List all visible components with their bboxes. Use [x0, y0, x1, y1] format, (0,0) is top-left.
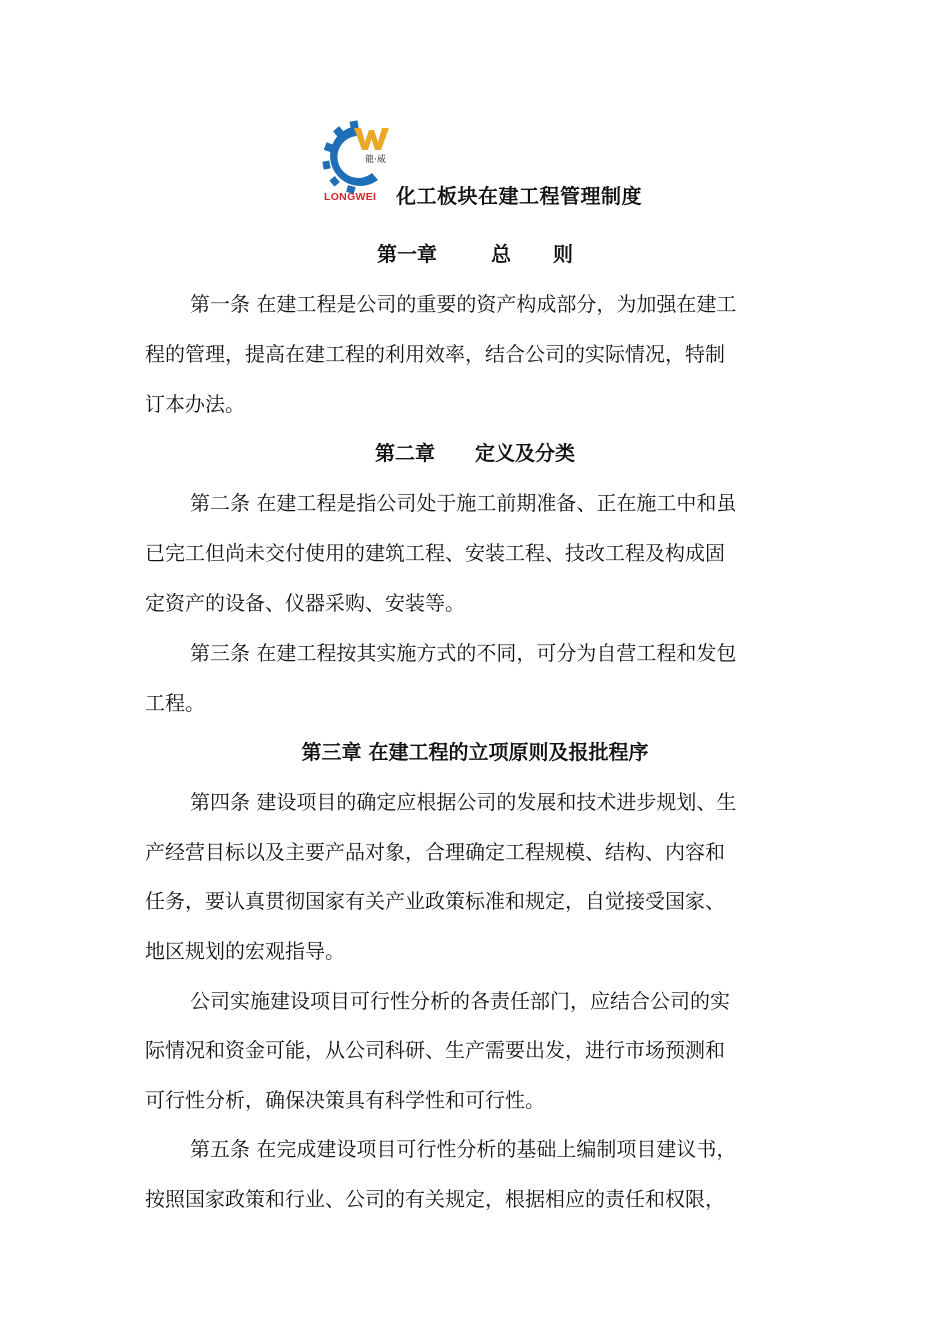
text-line: 地区规划的宏观指导。: [145, 939, 345, 963]
text-line: 第三条 在建工程按其实施方式的不同，可分为自营工程和发包: [190, 641, 737, 665]
text-line: 定资产的设备、仪器采购、安装等。: [145, 591, 465, 615]
text-line: 订本办法。: [145, 392, 245, 416]
text-line: 第五条 在完成建设项目可行性分析的基础上编制项目建议书，: [190, 1137, 737, 1161]
chapter-1-name-b: 则: [553, 242, 573, 266]
text-line: 已完工但尚未交付使用的建筑工程、安装工程、技改工程及构成固: [145, 541, 725, 565]
text-line: 第一条 在建工程是公司的重要的资产构成部分，为加强在建工: [190, 292, 737, 316]
text-line: 按照国家政策和行业、公司的有关规定，根据相应的责任和权限，: [145, 1187, 725, 1211]
chapter-1-name-a: 总: [491, 242, 511, 266]
w-letter-icon: [354, 128, 389, 150]
text-line: 工程。: [145, 691, 205, 715]
text-line: 公司实施建设项目可行性分析的各责任部门，应结合公司的实: [190, 989, 730, 1013]
chapter-3-heading: 第三章 在建工程的立项原则及报批程序: [301, 740, 649, 764]
chapter-2-name: 定义及分类: [475, 441, 575, 465]
text-line: 际情况和资金可能，从公司科研、生产需要出发，进行市场预测和: [145, 1038, 725, 1062]
text-line: 第二条 在建工程是指公司处于施工前期准备、正在施工中和虽: [190, 491, 737, 515]
text-line: 产经营目标以及主要产品对象，合理确定工程规模、结构、内容和: [145, 840, 725, 864]
logo-chars: 龍·威: [365, 155, 386, 165]
chapter-2-heading: [0, 437, 950, 466]
document-title: 化工板块在建工程管理制度: [396, 184, 642, 208]
logo-brand-text: LONGWEI: [324, 191, 377, 203]
text-line: 可行性分析，确保决策具有科学性和可行性。: [145, 1088, 545, 1112]
chapter-2-number: 第二章: [375, 441, 435, 465]
text-line: 程的管理，提高在建工程的利用效率，结合公司的实际情况，特制: [145, 342, 725, 366]
text-line: 任务，要认真贯彻国家有关产业政策标准和规定，自觉接受国家、: [145, 889, 725, 913]
text-line: 第四条 建设项目的确定应根据公司的发展和技术进步规划、生: [190, 790, 737, 814]
chapter-1-number: 第一章: [377, 242, 437, 266]
chapter-1-heading: [0, 238, 950, 267]
